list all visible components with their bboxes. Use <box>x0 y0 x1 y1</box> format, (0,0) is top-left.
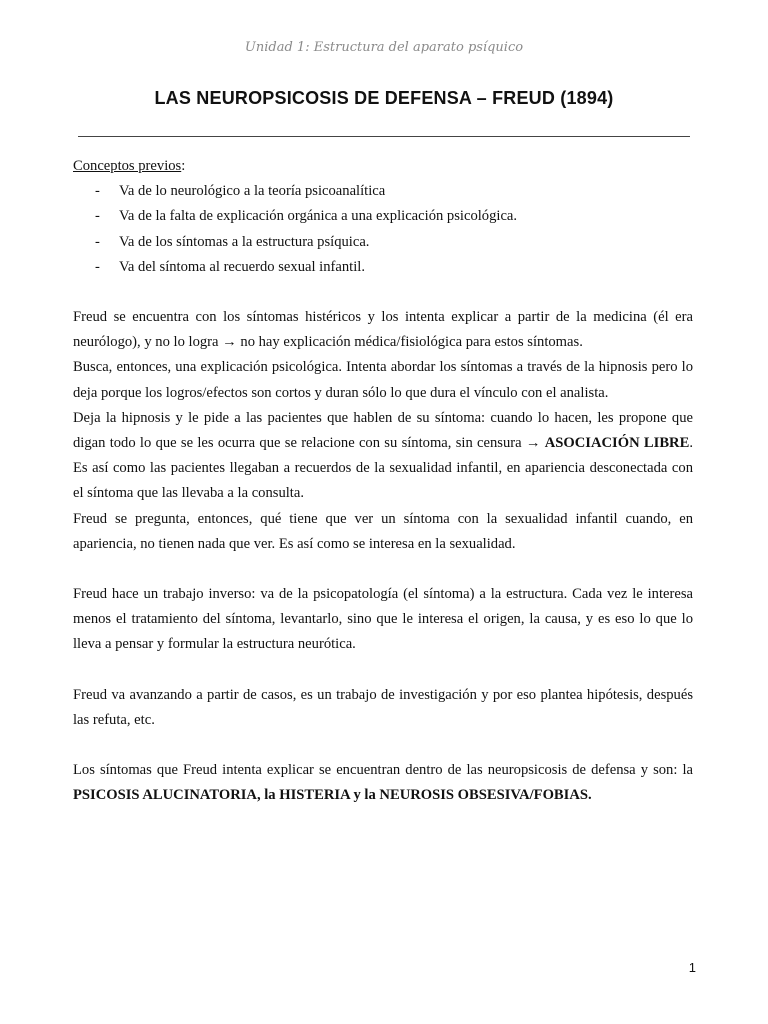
concept-text: Va de la falta de explicación orgánica a una explicación psicológica. <box>119 208 518 225</box>
document-body <box>73 154 693 808</box>
bullet-dash: - <box>95 233 100 250</box>
paragraph-hypnosis: Busca, entonces, una explicación psicológica. Intenta abordar los síntomas a través de la hipnosis pero lo deja porque los logros/efectos son cortos y duran sólo lo que dura el vínculo con el analista. <box>73 359 693 401</box>
paragraph-medicine: Freud se encuentra con los síntomas histéricos y los intenta explicar a partir de la medicina (él era neurólogo), y no lo logra → no hay explicación médica/fisiológica para estos síntomas. <box>73 309 693 351</box>
bullet-dash: - <box>95 183 100 200</box>
emphasis-free-association: ASOCIACIÓN LIBRE <box>544 435 690 452</box>
title-divider <box>78 136 690 137</box>
bullet-dash: - <box>95 208 100 225</box>
running-header: Unidad 1: Estructura del aparato psíquico <box>244 40 524 55</box>
paragraph-symptoms <box>73 758 693 808</box>
concepts-label: Conceptos previos <box>73 158 182 174</box>
concept-item <box>73 179 693 204</box>
bullet-dash: - <box>95 258 100 275</box>
page-number: 1 <box>688 960 696 975</box>
concept-item <box>73 230 693 255</box>
concepts-heading <box>73 154 693 179</box>
concepts-list <box>73 179 693 280</box>
paragraph-inverse-work: Freud hace un trabajo inverso: va de la psicopatología (el síntoma) a la estructura. Cada vez le interesa menos el tratamiento del síntoma, levantarlo, sino que le interesa el origen, la causa, y es eso lo que lo lleva a pensar y formular la estructura neurótica. <box>73 586 693 653</box>
paragraph-text: . Es así como las pacientes llegaban a recuerdos de la sexualidad infantil, en apariencia desconectada con el síntoma que las llevaba a la consulta. <box>73 435 693 502</box>
concept-item <box>73 255 693 280</box>
paragraph-cases: Freud va avanzando a partir de casos, es un trabajo de investigación y por eso plantea hipótesis, después las refuta, etc. <box>73 686 693 728</box>
paragraph-gap <box>73 280 693 305</box>
paragraph-free-association <box>73 406 693 507</box>
concepts-colon: : <box>181 158 186 174</box>
paragraph-gap <box>73 733 693 758</box>
concept-text: Va de los síntomas a la estructura psíquica. <box>119 233 370 250</box>
paragraph-gap <box>73 557 693 582</box>
document-title: LAS NEUROPSICOSIS DE DEFENSA – FREUD (1894) <box>154 88 614 108</box>
paragraph-text: Deja la hipnosis y le pide a las pacientes que hablen de su síntoma: cuando lo hacen, les propone que digan todo lo que se les ocurra que se relacione con su síntoma, sin censura → <box>73 409 693 452</box>
concept-item <box>73 204 693 229</box>
emphasis-symptoms-list: PSICOSIS ALUCINATORIA, la HISTERIA y la NEUROSIS OBSESIVA/FOBIAS. <box>73 787 592 804</box>
paragraph-sexuality: Freud se pregunta, entonces, qué tiene que ver un síntoma con la sexualidad infantil cuando, en apariencia, no tienen nada que ver. Es así como se interesa en la sexualidad. <box>73 510 693 552</box>
paragraph-gap <box>73 658 693 683</box>
concept-text: Va del síntoma al recuerdo sexual infantil. <box>119 258 365 275</box>
paragraph-text: Los síntomas que Freud intenta explicar se encuentran dentro de las neuropsicosis de defensa y son: la <box>73 762 693 779</box>
concept-text: Va de lo neurológico a la teoría psicoanalítica <box>119 183 386 200</box>
